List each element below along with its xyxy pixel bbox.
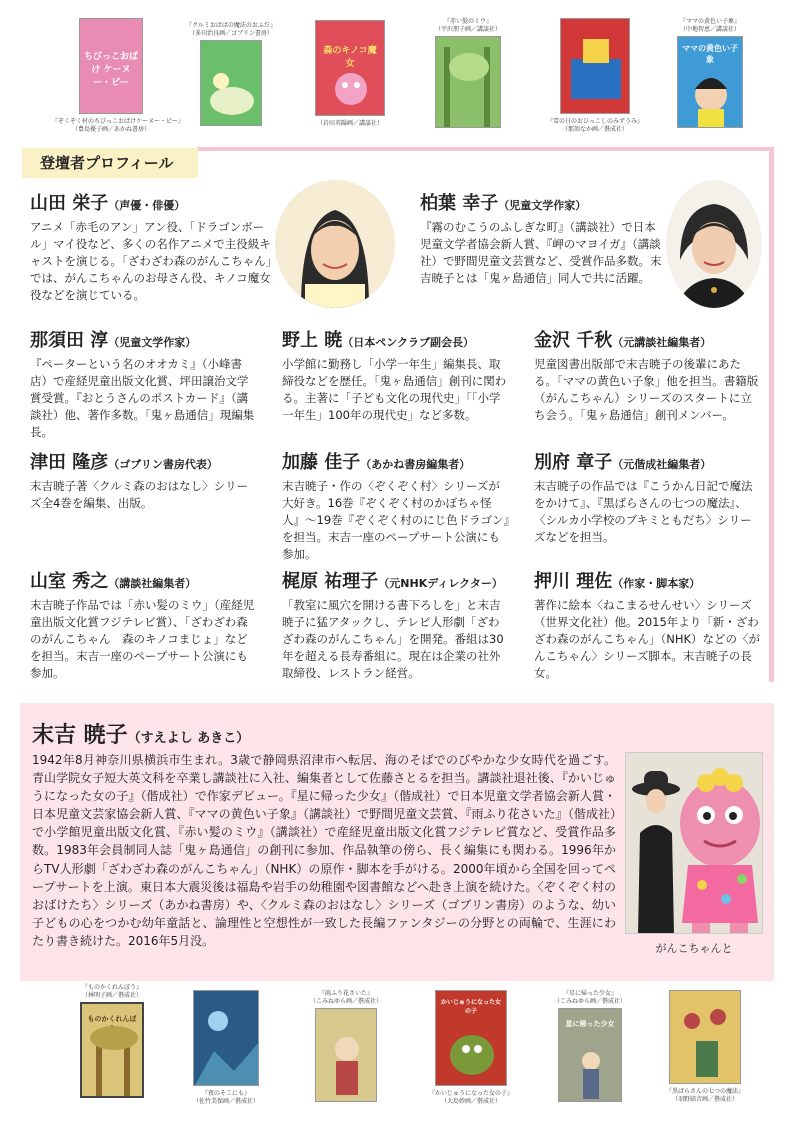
- speaker-bio: 末吉暁子の作品では『こうかん日記で魔法をかけて』、『黒ばらさんの七つの魔法』、〈シルカ小学校のブキミともだち〉シリーズなどを担当。: [534, 479, 753, 544]
- speaker-role: （声優・俳優）: [108, 199, 186, 212]
- author-photo-caption: がんこちゃんと: [655, 942, 733, 955]
- speaker-role: （元講談社編集者）: [612, 336, 712, 349]
- speaker-name: 津田 隆彦: [30, 452, 109, 473]
- speaker-role: （あかね書房編集者）: [360, 458, 471, 471]
- speaker-name-line: [282, 330, 510, 354]
- book-illustration: [678, 37, 743, 128]
- speaker-kashiwaba: [420, 193, 662, 287]
- bottom-book-6: [650, 990, 760, 1104]
- book-caption: 『雪の日のおひっこしのみずうみ』: [546, 118, 643, 125]
- book-illustration: [82, 1004, 144, 1098]
- book-cover: [560, 18, 630, 114]
- book-illustration: [436, 991, 507, 1086]
- top-book-3: [300, 20, 400, 128]
- book-caption-credit: （中地智恵／講談社）: [679, 26, 740, 33]
- author-photo: [625, 752, 763, 934]
- speaker-nogami: [282, 330, 510, 424]
- speaker-oshikawa: [534, 571, 762, 682]
- book-cover: [193, 990, 259, 1086]
- book-cover: [315, 20, 385, 116]
- book-cover-title: 星に帰った少女: [565, 1020, 615, 1028]
- book-caption: 『夜のそこにも』: [201, 1090, 250, 1097]
- speaker-role: （日本ペンクラブ副会長）: [342, 336, 475, 349]
- speaker-kato: [282, 452, 510, 563]
- speaker-role: （元偕成社編集者）: [612, 458, 712, 471]
- book-illustration: [436, 37, 501, 128]
- speaker-name-line: [420, 193, 662, 217]
- book-caption: 『赤い髪のミウ』: [443, 18, 492, 25]
- book-caption: 『ものかくれんぼう』: [81, 984, 142, 991]
- book-caption-credit: （こみねゆら画／偕成社）: [309, 998, 382, 1005]
- book-caption-credit: （こみねゆら画／偕成社）: [553, 998, 626, 1005]
- book-cover: [669, 990, 741, 1084]
- book-cover: [435, 36, 501, 128]
- speaker-bio: 児童図書出版部で末吉暁子の後輩にあたる。「ママの黄色い子象」他を担当。書籍版（がんこちゃん）シリーズのスタートに立ち会う。「鬼ヶ島通信」創刊メンバー。: [534, 357, 759, 422]
- speaker-bio: 末吉暁子作品では「赤い髪のミウ」（産経児童出版文化賞フジテレビ賞）、「ざわざわ森のがんこちゃん 森のキノコまじょ」などを担当。末吉一座のペープサート公演にも参加。: [30, 598, 255, 680]
- author-name-kana: （すえよし あきこ）: [127, 731, 250, 746]
- speaker-role: （ゴブリン書房代表）: [108, 458, 218, 471]
- speaker-role: （作家・脚本家）: [612, 577, 701, 590]
- speaker-name-line: [282, 571, 510, 595]
- speaker-name: 山田 栄子: [30, 193, 109, 214]
- portrait-illustration: [275, 180, 395, 308]
- book-caption: 『ママの黄色い子象』: [679, 18, 740, 25]
- book-caption-credit: （岩田英陽画／講談社）: [316, 120, 383, 127]
- speaker-name-line: [30, 571, 258, 595]
- speaker-photo-kashiwaba: [666, 180, 762, 308]
- speaker-yamada: [30, 193, 272, 304]
- speaker-name-line: [30, 330, 258, 354]
- speaker-name: 加藤 佳子: [282, 452, 361, 473]
- book-caption-credit: （林明子画／偕成社）: [81, 992, 142, 999]
- book-caption-credit: （佐竹美保画／偕成社）: [192, 1098, 259, 1105]
- book-cover: [435, 990, 507, 1086]
- speaker-bio: 末吉暁子著〈クルミ森のおはなし〉シリーズ全4巻を編集、出版。: [30, 479, 249, 510]
- book-caption-credit: （那須なか画／偕成社）: [561, 126, 628, 133]
- book-illustration: [559, 1009, 622, 1102]
- speaker-photo-yamada: [275, 180, 395, 308]
- speaker-name: 柏葉 幸子: [420, 193, 499, 214]
- top-book-4: [418, 18, 518, 128]
- speaker-name-line: [534, 330, 762, 354]
- book-caption-credit: （豊島優子画／あかね書房）: [71, 126, 150, 133]
- profile-heading: 登壇者プロフィール: [22, 148, 198, 178]
- speaker-nasuda: [30, 330, 258, 441]
- author-name-line: [32, 718, 249, 749]
- book-cover: [200, 40, 262, 126]
- bottom-book-3: [296, 990, 396, 1102]
- top-book-2: [172, 22, 290, 126]
- speaker-bio: 『ペーターという名のオオカミ』（小峰書店）で産経児童出版文化賞、坪田譲治文学賞受賞。『おとうさんのポストカード』（講談社）他、著作多数。「鬼ヶ島通信」現編集長。: [30, 357, 255, 439]
- speaker-kanazawa: [534, 330, 762, 424]
- book-caption: 『ぞくぞく村のちびっこおばけケーヌー・ピー』: [52, 118, 184, 125]
- speaker-name-line: [534, 452, 762, 476]
- book-cover: [558, 1008, 622, 1102]
- book-illustration: [201, 41, 262, 126]
- book-caption: 『星に帰った少女』: [562, 990, 617, 997]
- bottom-book-2: [176, 990, 276, 1106]
- bottom-book-5: [540, 990, 640, 1102]
- speaker-role: （児童文学作家）: [498, 199, 587, 212]
- book-cover: [677, 36, 743, 128]
- book-cover-title: 森のキノコ魔女: [323, 46, 377, 69]
- speaker-name-line: [282, 452, 510, 476]
- speaker-name-line: [30, 193, 272, 217]
- speaker-bio: 「教室に風穴を開ける書下ろしを」と末吉暁子に猛アタックし、テレビ人形劇「ざわざわ森のがんこちゃん」を開発。番組は30年を超える長寿番組に。現在は企業の社外取締役、レストラン経営。: [282, 598, 504, 680]
- book-illustration: [194, 991, 259, 1086]
- speaker-bio: 末吉暁子・作の〈ぞくぞく村〉シリーズが大好き。16巻『ぞくぞく村のかぼちゃ怪人』〜19巻『ぞくぞく村のにじ色ドラゴン』を担当。末吉一座のペープサート公演にも参加。: [282, 479, 510, 561]
- book-illustration: [316, 21, 385, 116]
- speaker-yamamuro: [30, 571, 258, 682]
- book-cover: [79, 18, 143, 114]
- book-cover: [315, 1008, 377, 1102]
- speaker-name: 野上 暁: [282, 330, 343, 351]
- panel-border-top: [197, 147, 774, 151]
- speaker-name: 金沢 千秋: [534, 330, 613, 351]
- book-caption: 『クルミおばばの魔法のおふだ』: [186, 22, 276, 29]
- top-book-6: [660, 18, 760, 128]
- bottom-book-4: [416, 990, 526, 1106]
- speaker-beppu: [534, 452, 762, 546]
- speaker-role: （元NHKディレクター）: [378, 577, 503, 590]
- book-caption-credit: （羽野結音画／偕成社）: [671, 1096, 738, 1103]
- speaker-bio: アニメ「赤毛のアン」アン役、「ドラゴンボール」マイ役など、多くの名作アニメで主役級キャストを演じる。「ざわざわ森のがんこちゃん」では、がんこちゃんのお母さん役、キノコ魔女役などを演じている。: [30, 220, 272, 302]
- book-cover-title: ものかくれんぼ: [87, 1015, 137, 1023]
- book-illustration: [670, 991, 741, 1084]
- book-cover-title: ママの黄色い子象: [682, 44, 738, 64]
- speaker-name: 押川 理佐: [534, 571, 613, 592]
- book-illustration: [561, 19, 630, 114]
- speaker-kajiwara: [282, 571, 510, 682]
- bottom-book-1: [62, 984, 162, 1098]
- speaker-name-line: [534, 571, 762, 595]
- book-caption: 『雨ふり花さいた』: [318, 990, 373, 997]
- speaker-name: 山室 秀之: [30, 571, 109, 592]
- portrait-illustration: [666, 180, 762, 308]
- speaker-name: 梶原 祐理子: [282, 571, 379, 592]
- book-cover-title: かいじゅうになった女の子: [440, 999, 501, 1015]
- speaker-name: 別府 章子: [534, 452, 613, 473]
- speaker-bio: 『霧のむこうのふしぎな町』（講談社）で日本児童文学者協会新人賞、『岬のマヨイガ』（講談社）で野間児童文芸賞など、受賞作品多数。末吉暁子とは「鬼ヶ島通信」同人で共に活躍。: [420, 220, 662, 285]
- top-book-1: [52, 18, 184, 134]
- book-caption: 『かいじゅうになった女の子』: [428, 1090, 513, 1097]
- speaker-name: 那須田 淳: [30, 330, 109, 351]
- author-with-ganko-illustration: [626, 753, 763, 934]
- speaker-bio: 著作に絵本〈ねこまるせんせい〉シリーズ（世界文化社）他。2015年より「新・ざわざわ森のがんこちゃん」（NHK）などの〈がんこちゃん〉シリーズ脚本。末吉暁子の長女。: [534, 598, 761, 680]
- speaker-name-line: [30, 452, 258, 476]
- speaker-tsuda: [30, 452, 258, 512]
- author-bio-text: 1942年8月神奈川県横浜市生まれ。3歳で静岡県沼津市へ転居、海のそばでのびやかな少女時代を過ごす。青山学院女子短大英文科を卒業し講談社に入社、編集者として佐藤さとるを担当。講談社退社後、『かいじゅうになった女の子』（偕成社）で作家デビュー。『星に帰った少女』（偕成社）で日本児童文学者協会新人賞・日本児童文芸家協会新人賞、『ママの黄色い子象』（講談社）で野間児童文芸賞、『雨ふり花さいた』（偕成社）で小学館児童出版文化賞、『赤い髪のミウ』（講談社）で産経児童出版文化賞フジテレビ賞など、受賞作品多数。1983年会員制同人誌「鬼ヶ島通信」の創刊に参加、作品執筆の傍ら、長く編集にも関わる。1996年からTV人形劇「ざわざわ森のがんこちゃん」（NHK）の原作・脚本を手がける。2000年頃から全国を回ってペープサートを上演。東日本大震災後は福島や岩手の幼稚園や図書館などへ赴き上演を続けた。〈ぞくぞく村のおばけたち〉シリーズ（あかね書房）や、〈クルミ森のおはなし〉シリーズ（ゴブリン書房）のような、幼い子どもの心をつかむ幼年童話と、論理性と空想性が一致した長編ファンタジーの分野との両輪で、生涯にわたり書き続けた。2016年5月没。: [32, 753, 616, 948]
- speaker-role: （児童文学作家）: [108, 336, 197, 349]
- speaker-role: （講談社編集者）: [108, 577, 197, 590]
- book-cover: [80, 1002, 144, 1098]
- author-name: 末吉 暁子: [32, 723, 128, 748]
- speaker-bio: 小学館に勤務し「小学一年生」編集長、取締役などを歴任。「鬼ヶ島通信」創刊に関わる。主著に「子ども文化の現代史」「「小学一年生」100年の現代史」など多数。: [282, 357, 507, 422]
- panel-border-right: [769, 147, 774, 682]
- book-illustration: [316, 1009, 377, 1102]
- book-caption-credit: （平沢朋子画／講談社）: [434, 26, 501, 33]
- book-caption: 『黒ばらさんの七つの魔法』: [665, 1088, 744, 1095]
- book-cover-title: ちびっこおばけ ケーヌー・ピー: [84, 52, 139, 88]
- top-book-5: [540, 18, 650, 134]
- book-caption-credit: （多田治良画／ゴブリン書房）: [189, 30, 273, 37]
- book-caption-credit: （大島妙画／偕成社）: [440, 1098, 501, 1105]
